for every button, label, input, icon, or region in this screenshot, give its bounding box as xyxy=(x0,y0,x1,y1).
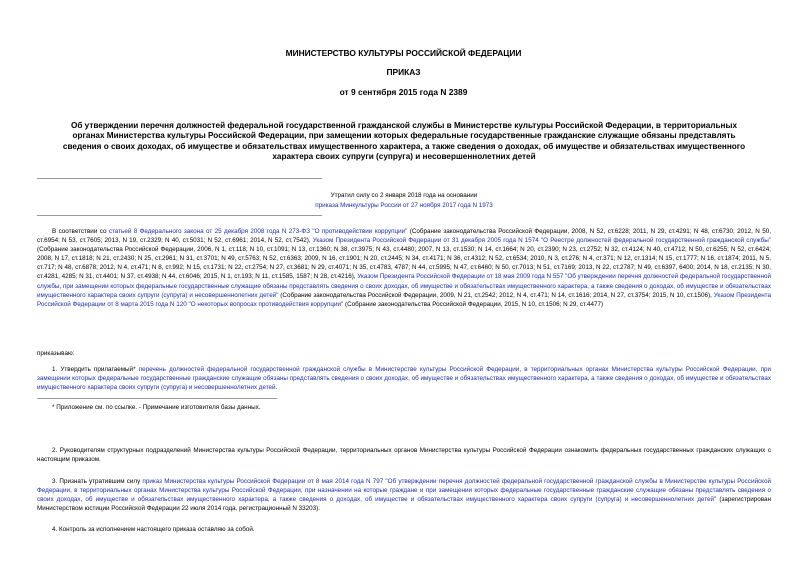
item-3-paragraph: 3. Признать утратившим силу приказ Министерства культуры Российской Федерации от 8 мая 2014 года N 797 "Об утверждении перечня должностей федеральной государственной гражданской службы в Министерстве культуры Российской Федерации, в территориальных органах Министерства культуры Российской Федерации, при назначении на которые граждане и при замещении которых федеральные государственные гражданские служащие обязаны представлять сведения о своих доходах, об имуществе и обязательствах имущественного характера, а также сведения о доходах, об имуществе и обязательствах имущественного характера своих супруги (супруга) и несовершеннолетних детей" (зарегистрирован Министерством юстиции Российской Федерации 22 июля 2014 года, регистрационный N 33203). xyxy=(37,478,771,513)
decree-1574-link[interactable]: Указом Президента Российской Федерации от 31 декабря 2005 года N 1574 "О Реестре должностей федеральной государственной гражданской службы" xyxy=(312,237,771,245)
order-word: приказываю: xyxy=(37,350,75,357)
footnote-divider xyxy=(37,398,277,399)
doc-type-heading: ПРИКАЗ xyxy=(386,67,421,77)
lost-force-link[interactable]: приказа Минкультуры России от 27 ноября 2017 года N 1973 xyxy=(315,202,493,209)
preamble-paragraph: В соответствии со статьей 8 Федерального закона от 25 декабря 2008 года N 273-ФЗ "О противодействии коррупции" (Собрание законодательства Российской Федерации, 2008, N 52, ст.6228; 2011, N 29, ст.4291; N 48, ст.6730; 2012, N 50, ст.6954; N 53, ст.7605; 2013, N 19, ст.2329; N 40, ст.5031; N 52, ст.6961; 2014, N 52, ст.7542), Указом Президента Российской Федерации от 31 декабря 2005 года N 1574 "О Реестре должностей федеральной государственной гражданской службы" (Собрание законодательства Российской Федерации, 2006, N 1, ст.118; N 10, ст.1091; N 13, ст.1360; N 38, ст.3975; N 43, ст.4480; 2007, N 13, ст.1530; N 14, ст.1664; N 20, ст.2390; N 23, ст.2752; N 32, ст.4124; N 40, ст.4712; N 50, ст.6255; N 52, ст.6424; 2008, N 17, ст.1818; N 21, ст.2430; N 25, ст.2961; N 31, ст.3701; N 49, ст.5763; N 52, ст.6363; 2009, N 16, ст.1901; N 20, ст.2445; N 34, ст.4171; N 36, ст.4312; N 52, ст.6534; 2010, N 3, ст.276; N 4, ст.371; N 12, ст.1314; N 15, ст.1777; N 16, ст.1874; 2011, N 5, ст.717; N 48, ст.6878; 2012, N 4, ст.471; N 8, ст.992; N 15, ст.1731; N 22, ст.2754; N 27, ст.3681; N 29, ст.4071; N 35, ст.4783, 4787; N 44, ст.5995; N 47, ст.6460; N 50, ст.7013; N 51, ст.7169; 2013, N 22, ст.2787; N 49, ст.6397, 6400; 2014, N 18, ст.2135; N 30, ст.4281, 4285; N 31, ст.4401; N 37, ст.4938; N 44, ст.6046; 2015, N 1, ст.193; N 11, ст.1585, 1587; N 28, ст.4216), Указом Президента Российской Федерации от 18 мая 2009 года N 557 "Об утверждении перечня должностей федеральной государственной службы, при замещении которых федеральные государственные служащие обязаны представлять сведения о своих доходах, об имуществе и обязательствах имущественного характера, а также сведения о доходах, об имуществе и обязательствах имущественного характера своих супруги (супруга) и несовершеннолетних детей" (Собрание законодательства Российской Федерации, 2009, N 21, ст.2542; 2012, N 4, ст.471; N 14, ст.1616; 2014, N 27, ст.3754; 2015, N 10, ст.1506), Указом Президента Российской Федерации от 8 марта 2015 года N 120 "О некоторых вопросах противодействия коррупции" (Собрание законодательства Российской Федерации, 2015, N 10, ст.1506; N 29, ст.4477) xyxy=(37,228,771,308)
lost-force-note xyxy=(37,191,771,211)
approved-list-link[interactable]: перечень должностей федеральной государственной гражданской службы в Министерстве культуры Российской Федерации, в территориальных органах Министерства культуры Российской Федерации, при замещении которых федеральные государственные гражданские служащие обязаны представлять сведения о своих доходах, об имуществе и обязательствах имущественного характера, а также сведения о доходах, об имуществе и обязательствах имущественного характера своих супруги (супруга) и несовершеннолетних детей xyxy=(37,366,772,392)
lost-force-line: Утратил силу со 2 января 2018 года на основании xyxy=(330,192,478,199)
order-797-link[interactable]: приказ Министерства культуры Российской Федерации от 8 мая 2014 года N 797 "Об утверждении перечня должностей федеральной государственной гражданской службы в Министерстве культуры Российской Федерации, в территориальных органах Министерства культуры Российской Федерации, при назначении на которые граждане и при замещении которых федеральные государственные гражданские служащие обязаны представлять сведения о своих доходах, об имуществе и обязательствах имущественного характера, а также сведения о доходах, об имуществе и обязательствах имущественного характера своих супруги (супруга) и несовершеннолетних детей" xyxy=(37,478,771,504)
doc-date-number: от 9 сентября 2015 года N 2389 xyxy=(339,87,468,97)
doc-title: Об утверждении перечня должностей федеральной государственной гражданской службы в Министерстве культуры Российской Федерации, в территориальных органах Министерства культуры Российской Федерации, при замещении которых федеральные государственные гражданские служащие обязаны представлять сведения о своих доходах, об имуществе и обязательствах имущественного характера, а также сведения о доходах, об имуществе и обязательствах имущественного характера своих супруги (супруга) и несовершеннолетних детей xyxy=(62,121,746,161)
item-4-paragraph: 4. Контроль за исполнением настоящего приказа оставляю за собой. xyxy=(52,526,255,533)
footnote: * Приложение см. по ссылке. - Примечание изготовителя базы данных. xyxy=(52,404,261,411)
law-273-link[interactable]: статьей 8 Федерального закона от 25 декабря 2008 года N 273-ФЗ "О противодействии коррупции" xyxy=(108,228,408,235)
ministry-heading: МИНИСТЕРСТВО КУЛЬТУРЫ РОССИЙСКОЙ ФЕДЕРАЦИИ xyxy=(285,48,522,58)
decree-557-link[interactable]: Указом Президента Российской Федерации от 18 мая 2009 года N 557 "Об утверждении перечня должностей федеральной государственной службы, при замещении которых федеральные государственные служащие обязаны представлять сведения о своих доходах, об имуществе и обязательствах имущественного характера, а также сведения о доходах, об имуществе и обязательствах имущественного характера своих супруги (супруга) и несовершеннолетних детей" xyxy=(37,273,771,299)
item-2-paragraph: 2. Руководителям структурных подразделений Министерства культуры Российской Федерации, территориальных органов Министерства культуры Российской Федерации ознакомить федеральных государственных гражданских служащих с настоящим приказом. xyxy=(37,447,771,464)
decree-120-link[interactable]: Указом Президента Российской Федерации от 8 марта 2015 года N 120 "О некоторых вопросах противодействия коррупции" xyxy=(37,291,771,308)
divider-top xyxy=(37,178,322,179)
divider-bottom xyxy=(37,215,322,216)
item-1-paragraph: 1. Утвердить прилагаемый* перечень должностей федеральной государственной гражданской службы в Министерстве культуры Российской Федерации, в территориальных органах Министерства культуры Российской Федерации, при замещении которых федеральные государственные гражданские служащие обязаны представлять сведения о своих доходах, об имуществе и обязательствах имущественного характера, а также сведения о доходах, об имуществе и обязательствах имущественного характера своих супруги (супруга) и несовершеннолетних детей. xyxy=(37,366,772,392)
